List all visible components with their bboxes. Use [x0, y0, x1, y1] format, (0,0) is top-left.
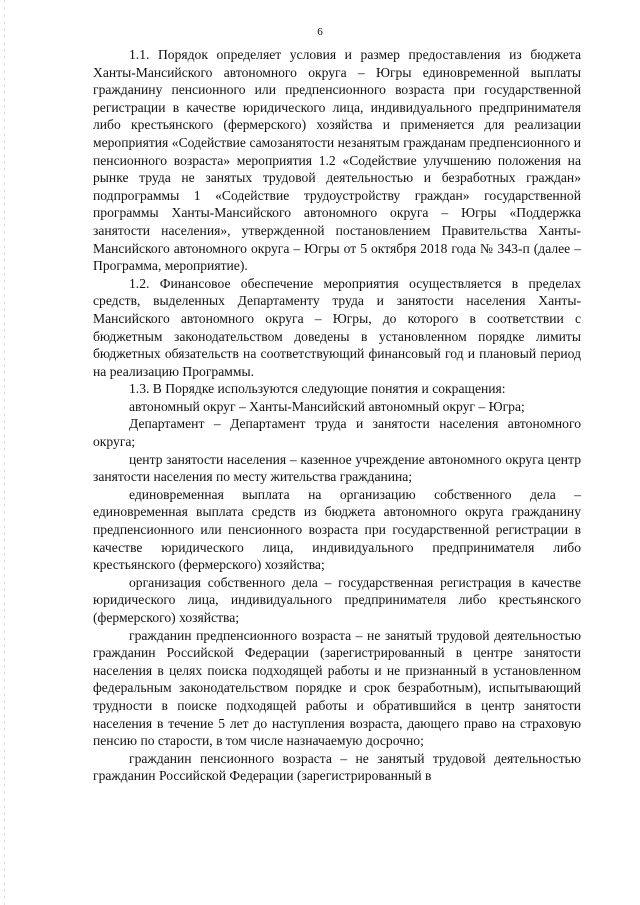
definition-employment-center: центр занятости населения – казенное учреждение автономного округа центр занятости населения по месту жительства гражданина; — [93, 451, 581, 485]
definition-department: Департамент – Департамент труда и занятости населения автономного округа; — [93, 416, 581, 450]
definition-pre-retirement-citizen: гражданин предпенсионного возраста – не занятый трудовой деятельностью гражданин Российской Федерации (зарегистрированный в центре занятости населения в целях поиска подходящей работы и не признанный в установленном федеральным законодательством порядке и срок безработным), испытывающий трудности в поиске подходящей работы и обратившийся в центр занятости населения в течение 5 лет до наступления возраста, дающего право на страховую пенсию по старости, в том числе назначаемую досрочно; — [93, 627, 581, 749]
paragraph-1-2: 1.2. Финансовое обеспечение мероприятия осуществляется в пределах средств, выделенных Департаменту труда и занятости населения Ханты-Мансийского автономного округа – Югры, до которого в соответствии с бюджетным законодательством доведены в установленном порядке лимиты бюджетных обязательств на соответствующий финансовый год и плановый период на реализацию Программы. — [93, 275, 581, 379]
definition-autonomous-okrug: автономный округ – Ханты-Мансийский автономный округ – Югра; — [129, 398, 525, 414]
definition-own-business: организация собственного дела – государственная регистрация в качестве юридического лица, индивидуального предпринимателя либо крестьянского (фермерского) хозяйства; — [93, 574, 581, 625]
paragraph-1-1: 1.1. Порядок определяет условия и размер предоставления из бюджета Ханты-Мансийского автономного округа – Югры единовременной выплаты гражданину пенсионного или предпенсионного возраста при государственной регистрации в качестве юридического лица, индивидуального предпринимателя либо крестьянского (фермерского) хозяйства и применяется для реализации мероприятия «Содействие самозанятости незанятым гражданам предпенсионного и пенсионного возраста» мероприятия 1.2 «Содействие улучшению положения на рынке труда не занятых трудовой деятельностью и безработных граждан» подпрограммы 1 «Содействие трудоустройству граждан» государственной программы Ханты-Мансийского автономного округа – Югры «Поддержка занятости населения», утвержденной постановлением Правительства Ханты-Мансийского автономного округа – Югры от 5 октября 2018 года № 343-п (далее – Программа, мероприятие). — [93, 47, 581, 274]
page-number: 6 — [317, 26, 323, 38]
definition-retirement-citizen: гражданин пенсионного возраста – не занятый трудовой деятельностью гражданин Российской Федерации (зарегистрированный в — [93, 750, 581, 784]
definition-one-time-payment: единовременная выплата на организацию собственного дела – единовременная выплата средств из бюджета автономного округа гражданину предпенсионного или пенсионного возраста при государственной регистрации в качестве юридического лица, индивидуального предпринимателя либо крестьянского (фермерского) хозяйства; — [93, 486, 581, 573]
scan-edge-artifact — [4, 0, 5, 905]
document-body — [93, 46, 581, 785]
paragraph-1-3: 1.3. В Порядке используются следующие понятия и сокращения: — [129, 381, 506, 397]
